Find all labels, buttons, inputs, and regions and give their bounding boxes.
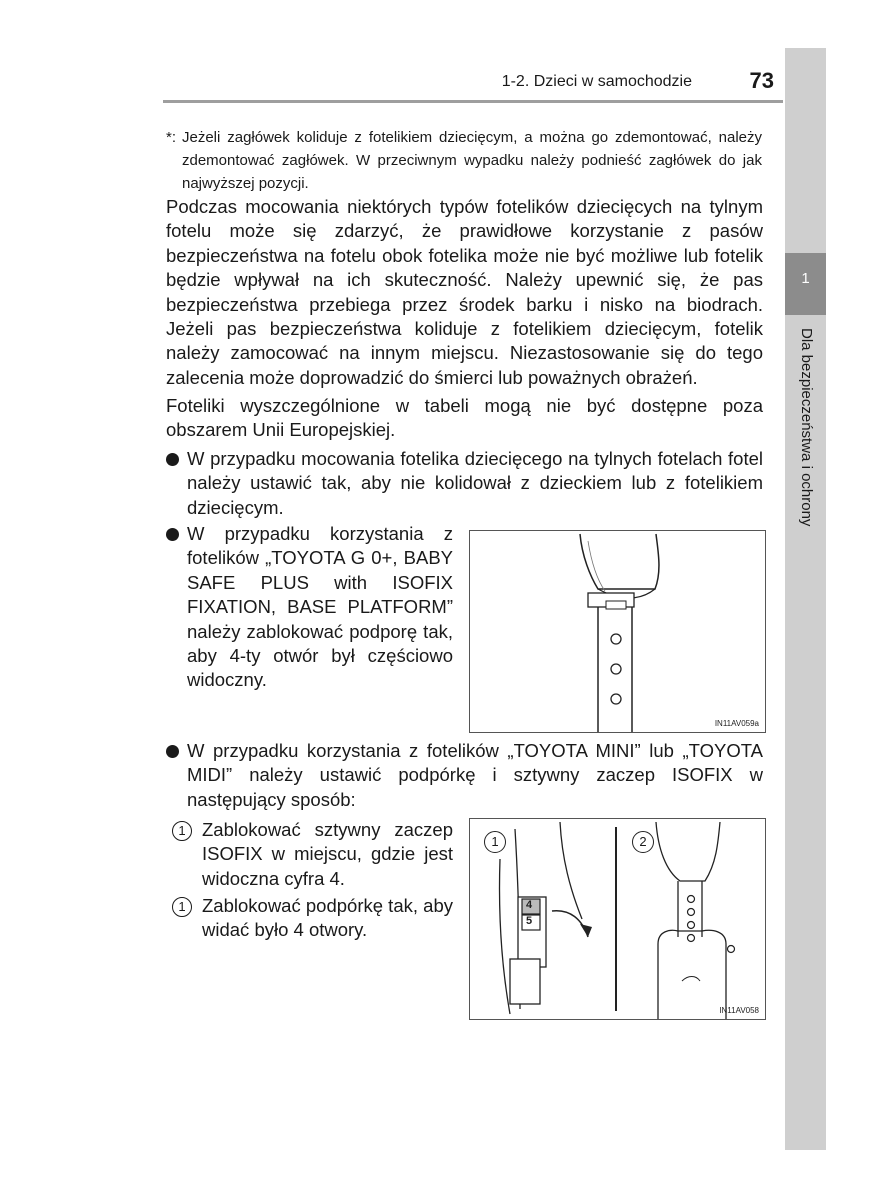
latch-digit-5: 5 [526,915,533,927]
bullet-dot [166,528,179,541]
bullet-item [166,739,763,812]
chapter-title: Dla bezpieczeństwa i ochrony [798,328,815,527]
support-leg-figure [469,530,766,733]
bullet-text: W przypadku mocowania fotelika dziecięcego na tylnych fotelach fotel należy ustawić tak, aby nie kolidował z dzieckiem lub z fotelikiem dziecięcym. [187,448,763,518]
panel-1-marker: 1 [484,831,506,853]
step-item [172,818,453,891]
section-title: 1-2. Dzieci w samochodzie [501,73,692,90]
footnote [166,126,762,195]
panel-2-marker: 2 [632,831,654,853]
footnote-marker: *: [166,129,177,146]
step-text: Zablokować podpórkę tak, aby widać było 4 otwory. [202,895,453,941]
step-text: Zablokować sztywny zaczep ISOFIX w miejscu, gdzie jest widoczna cyfra 4. [202,819,453,889]
bullet-text: W przypadku korzystania z fotelików „TOYOTA G 0+, BABY SAFE PLUS with ISOFIX FIXATION, BASE PLATFORM” należy zablokować podporę tak, aby 4-ty otwór był częściowo widoczny. [187,523,453,691]
page-number: 73 [749,68,774,93]
bullet-text: W przypadku korzystania z fotelików „TOYOTA MINI” lub „TOYOTA MIDI” należy ustawić podpórkę i sztywny zaczep ISOFIX w następujący sposób: [187,740,763,810]
bullet-dot [166,453,179,466]
bullet-item [166,447,763,520]
bullet-dot [166,745,179,758]
support-leg-illustration [470,531,765,732]
footnote-text: Jeżeli zagłówek koliduje z fotelikiem dziecięcym, a można go zdemontować, należy zdemontować zagłówek. W przeciwnym wypadku należy podnieść zagłówek do jak najwyższej pozycji. [182,129,762,192]
chapter-sidebar [785,48,826,1150]
paragraph-child-seat-belts: Podczas mocowania niektórych typów fotelików dziecięcych na tylnym fotelu może się zdarzyć, że prawidłowe korzystanie z pasów bezpieczeństwa na fotelu obok fotelika może nie być możliwe lub fotelik będzie wpływał na ich skuteczność. Należy upewnić się, że pas bezpieczeństwa przebiega przez środek barku i nisko na biodrach. Jeżeli pas bezpieczeństwa koliduje z fotelikiem dziecięcym, fotelik należy zamocować na innym miejscu. Niezastosowanie się do tego zalecenia może doprowadzić do śmierci lub poważnych obrażeń. [166,196,763,388]
chapter-number: 1 [801,270,810,287]
paragraph-eu-availability: Foteliki wyszczególnione w tabeli mogą nie być dostępne poza obszarem Unii Europejskiej. [166,395,763,441]
isofix-figure [469,818,766,1020]
header-rule [163,100,783,103]
step-item [172,894,453,943]
step-number: 1 [172,897,192,917]
figure-code: IN11AV058 [719,1006,759,1015]
isofix-illustration [470,819,765,1019]
bullet-item [166,522,453,693]
step-number: 1 [172,821,192,841]
figure-code: IN11AV059a [714,719,759,728]
latch-digit-4: 4 [526,899,533,911]
